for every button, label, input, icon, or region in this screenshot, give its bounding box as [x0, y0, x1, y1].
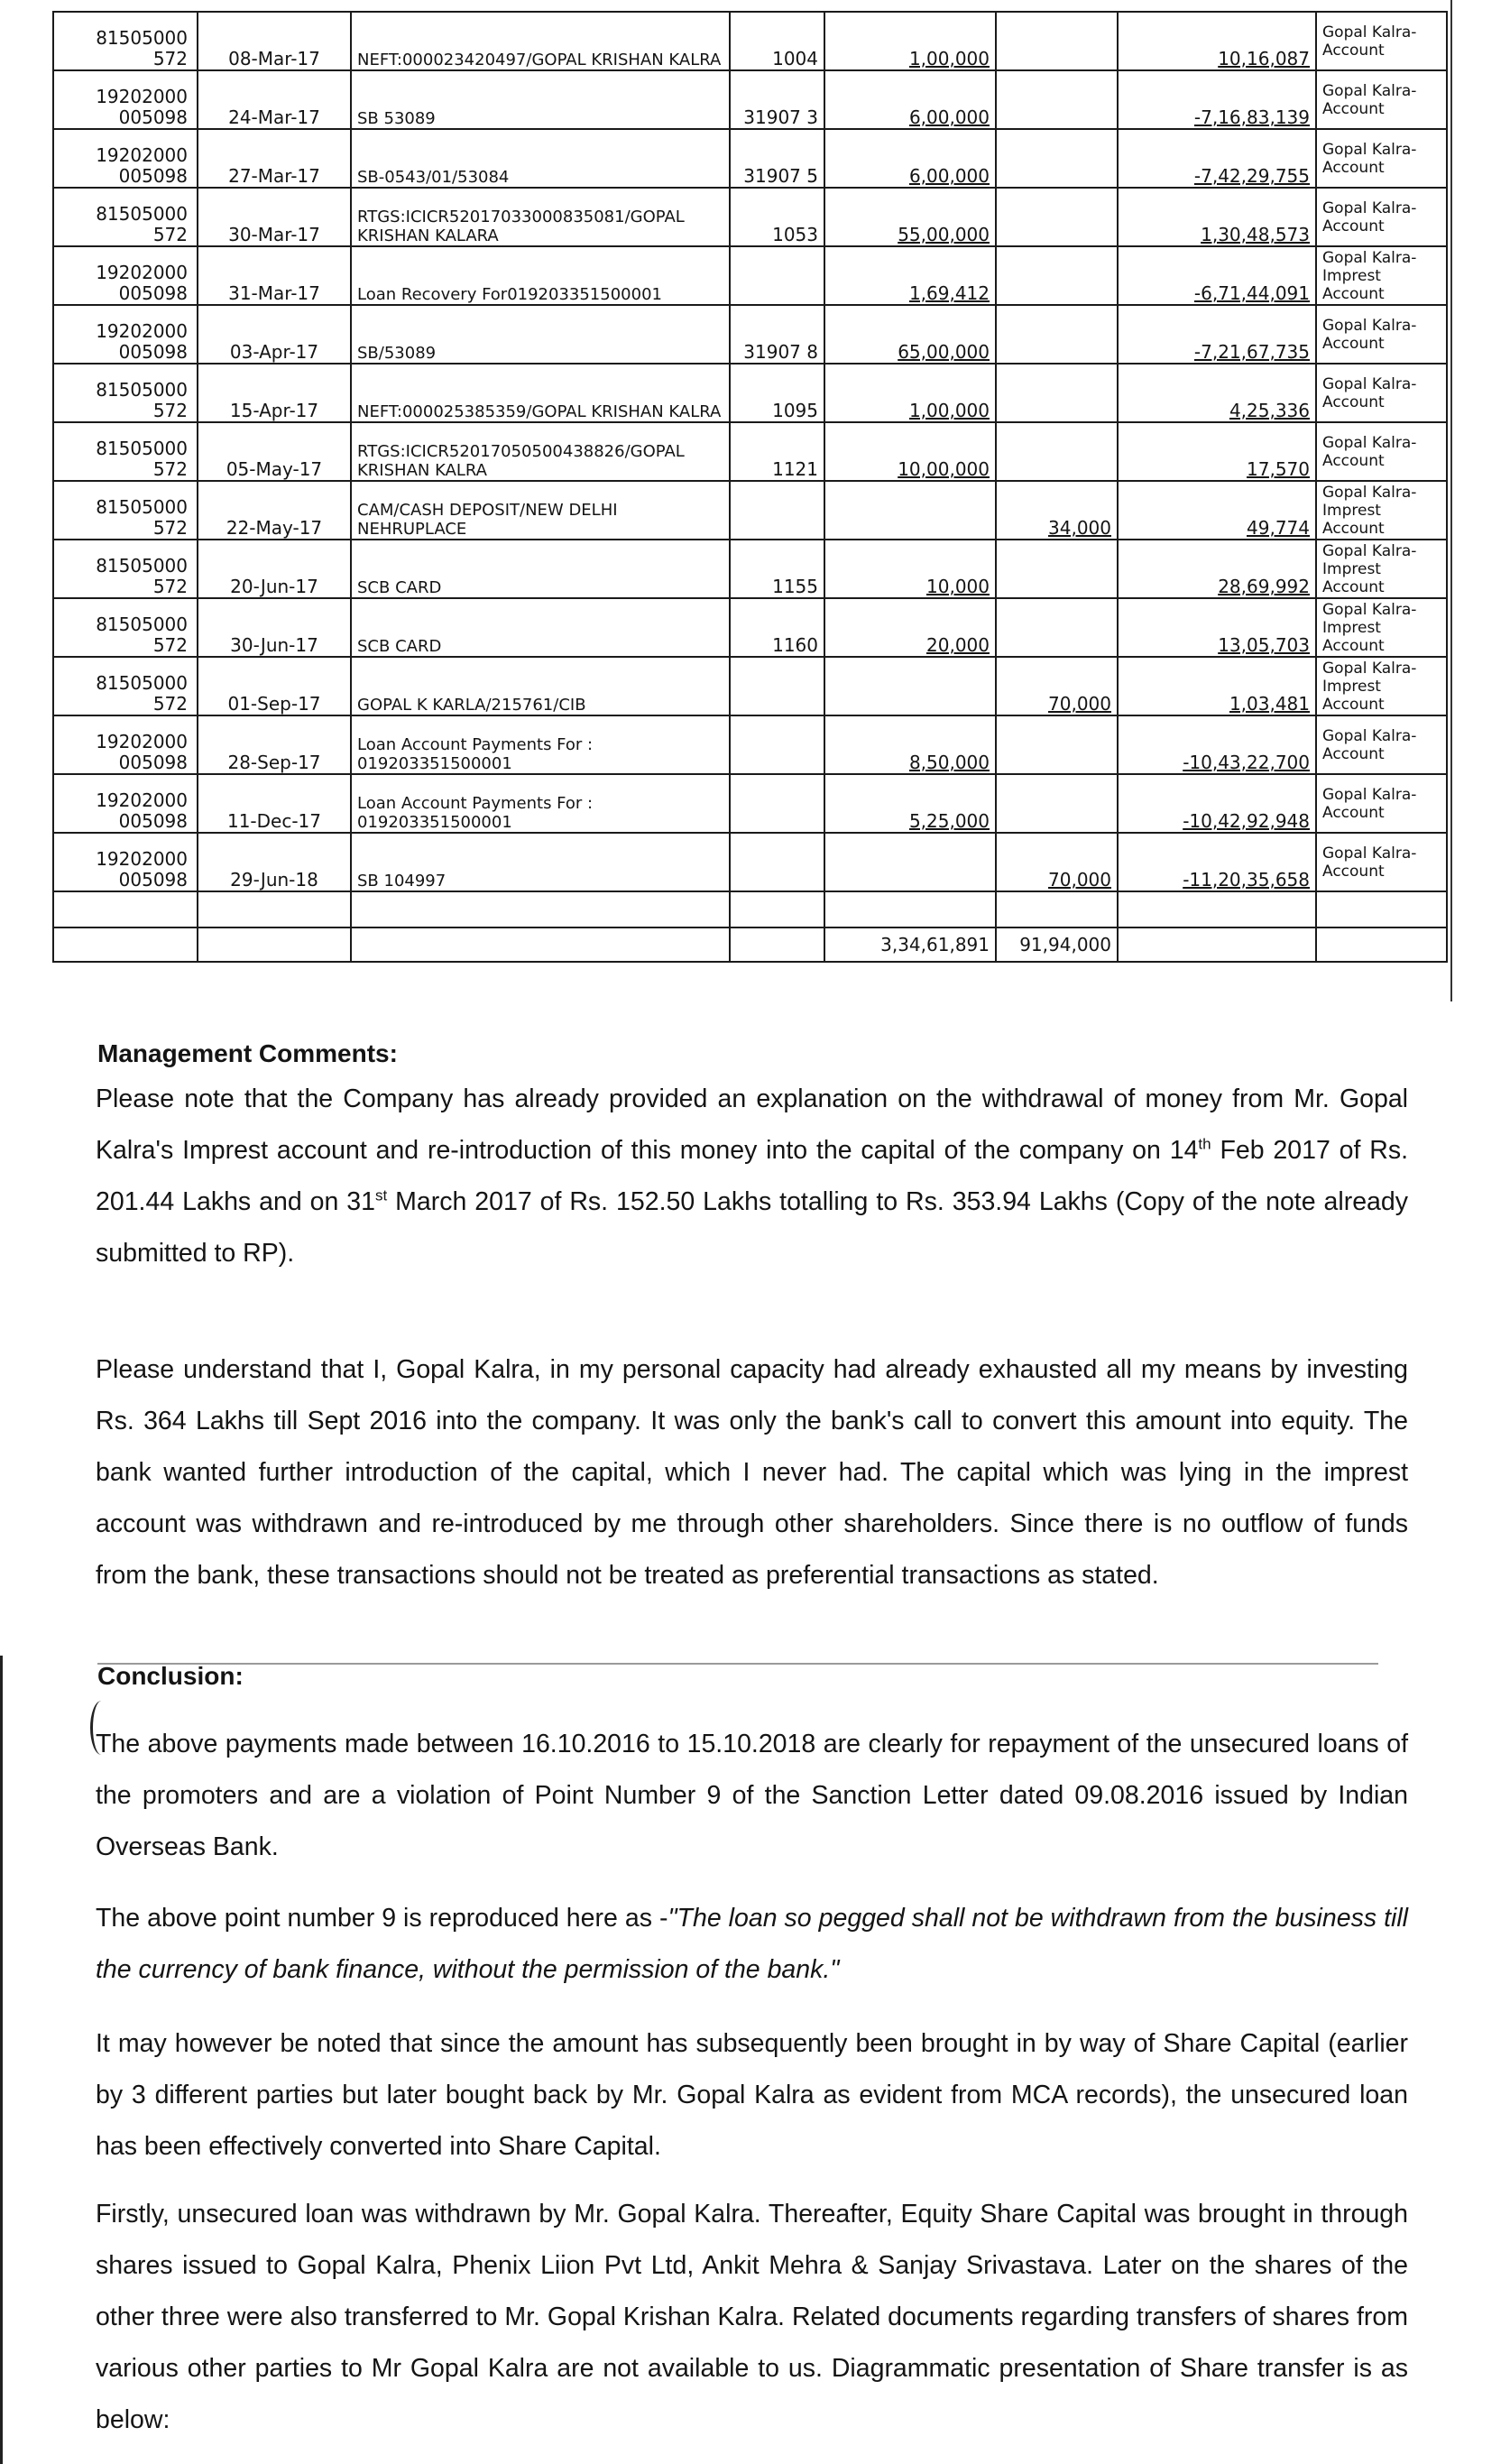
empty-cell [730, 927, 824, 962]
account-number-cell [53, 12, 198, 70]
chq-cell [730, 481, 824, 540]
account-number-cell [53, 598, 198, 657]
empty-cell [53, 891, 198, 927]
empty-cell [730, 891, 824, 927]
account-number-cell [53, 715, 198, 774]
totals-row [53, 927, 1447, 962]
account-number-cell [53, 246, 198, 305]
credit-cell [996, 305, 1118, 364]
date-cell: 11-Dec-17 [198, 774, 351, 833]
account-number-prefix: 81505000 [96, 379, 188, 401]
table-row [53, 774, 1447, 833]
desc-cell: SCB CARD [351, 598, 730, 657]
table-row [53, 305, 1447, 364]
desc-cell: CAM/CASH DEPOSIT/NEW DELHI NEHRUPLACE [351, 481, 730, 540]
debit-cell: 6,00,000 [824, 129, 996, 188]
date-cell: 03-Apr-17 [198, 305, 351, 364]
remark-cell: Gopal Kalra-Account [1316, 364, 1447, 422]
scan-edge-line [0, 1656, 3, 2464]
chq-cell [730, 833, 824, 891]
balance-cell: 49,774 [1118, 481, 1316, 540]
remark-cell: Gopal Kalra-Account [1316, 188, 1447, 246]
credit-cell [996, 364, 1118, 422]
transactions-table [52, 11, 1448, 963]
account-number-suffix: 572 [152, 400, 188, 421]
balance-cell: 13,05,703 [1118, 598, 1316, 657]
empty-cell [824, 891, 996, 927]
account-number-cell [53, 657, 198, 715]
desc-cell: RTGS:ICICR52017033000835081/GOPAL KRISHAN KALARA [351, 188, 730, 246]
chq-cell: 1053 [730, 188, 824, 246]
chq-cell: 1160 [730, 598, 824, 657]
chq-cell [730, 657, 824, 715]
balance-cell: 1,30,48,573 [1118, 188, 1316, 246]
date-cell: 29-Jun-18 [198, 833, 351, 891]
date-cell: 08-Mar-17 [198, 12, 351, 70]
account-number-prefix: 81505000 [96, 555, 188, 577]
date-cell: 31-Mar-17 [198, 246, 351, 305]
balance-cell: 17,570 [1118, 422, 1316, 481]
debit-cell: 10,000 [824, 540, 996, 598]
account-number-prefix: 81505000 [96, 672, 188, 694]
desc-cell: SCB CARD [351, 540, 730, 598]
balance-cell: -7,42,29,755 [1118, 129, 1316, 188]
desc-cell: Loan Account Payments For : 019203351500001 [351, 774, 730, 833]
debit-cell [824, 657, 996, 715]
account-number-cell [53, 481, 198, 540]
account-number-suffix: 005098 [118, 752, 188, 773]
account-number-prefix: 19202000 [96, 848, 188, 870]
table-row [53, 481, 1447, 540]
account-number-cell [53, 364, 198, 422]
table-row [53, 188, 1447, 246]
remark-cell: Gopal Kalra-Imprest Account [1316, 598, 1447, 657]
table-row [53, 715, 1447, 774]
date-cell: 28-Sep-17 [198, 715, 351, 774]
empty-cell [53, 927, 198, 962]
management-para-2: Please understand that I, Gopal Kalra, in my personal capacity had already exhausted all my means by investing Rs. 364 Lakhs till Sept 2016 into the company. It was only the bank's call to convert this amount into equity. The bank wanted further introduction of the capital, which I never had. The capital which was lying in the imprest account was withdrawn and re-introduced by me through other shareholders. Since there is no outflow of funds from the bank, these transactions should not be treated as preferential transactions as stated. [96, 1355, 1408, 1590]
credit-cell [996, 540, 1118, 598]
date-cell: 30-Jun-17 [198, 598, 351, 657]
chq-cell: 31907 8 [730, 305, 824, 364]
chq-cell [730, 715, 824, 774]
account-number-prefix: 81505000 [96, 203, 188, 225]
account-number-cell [53, 188, 198, 246]
date-cell: 27-Mar-17 [198, 129, 351, 188]
account-number-prefix: 19202000 [96, 86, 188, 107]
credit-cell: 70,000 [996, 833, 1118, 891]
balance-cell: -10,43,22,700 [1118, 715, 1316, 774]
chq-cell [730, 246, 824, 305]
account-number-cell [53, 540, 198, 598]
credit-cell [996, 188, 1118, 246]
balance-cell: -7,21,67,735 [1118, 305, 1316, 364]
credit-cell [996, 598, 1118, 657]
balance-cell: -10,42,92,948 [1118, 774, 1316, 833]
debit-cell: 10,00,000 [824, 422, 996, 481]
empty-cell [996, 891, 1118, 927]
remark-cell: Gopal Kalra-Account [1316, 715, 1447, 774]
desc-cell: Loan Recovery For019203351500001 [351, 246, 730, 305]
conclusion-para-3: It may however be noted that since the amount has subsequently been brought in by way of Share Capital (earlier by 3 different parties but later bought back by Mr. Gopal Kalra as evident from MCA records), the unsecured loan has been effectively converted into Share Capital. [96, 2029, 1408, 2161]
desc-cell: SB 104997 [351, 833, 730, 891]
account-number-cell [53, 774, 198, 833]
debit-cell: 65,00,000 [824, 305, 996, 364]
management-comments-title: Management Comments: [97, 1039, 398, 1067]
credit-cell [996, 422, 1118, 481]
account-number-suffix: 005098 [118, 282, 188, 304]
credit-cell [996, 246, 1118, 305]
management-para-1-b: Feb 2017 of Rs. 201.44 Lakhs and on 31 [96, 1136, 1408, 1216]
table-row [53, 540, 1447, 598]
conclusion-para-4: Firstly, unsecured loan was withdrawn by Mr. Gopal Kalra. Thereafter, Equity Share Capital was brought in through shares issued to Gopal Kalra, Phenix Liion Pvt Ltd, Ankit Mehra & Sanjay Srivastava. Later on the shares of the other three were also transferred to Mr. Gopal Krishan Kalra. Related documents regarding transfers of shares from various other parties to Mr Gopal Kalra are not available to us. Diagrammatic presentation of Share transfer is as below: [96, 2200, 1408, 2434]
debit-cell: 1,00,000 [824, 364, 996, 422]
conclusion-para-2 [96, 1893, 1408, 1996]
table-row [53, 657, 1447, 715]
ordinal-th: th [1198, 1135, 1211, 1153]
balance-cell: 4,25,336 [1118, 364, 1316, 422]
debit-cell: 20,000 [824, 598, 996, 657]
chq-cell: 31907 3 [730, 70, 824, 129]
credit-cell [996, 129, 1118, 188]
debit-cell: 8,50,000 [824, 715, 996, 774]
chq-cell: 1121 [730, 422, 824, 481]
debit-cell: 1,00,000 [824, 12, 996, 70]
empty-cell [1118, 927, 1316, 962]
table-row [53, 598, 1447, 657]
empty-cell [1316, 891, 1447, 927]
account-number-suffix: 572 [152, 576, 188, 597]
desc-cell: GOPAL K KARLA/215761/CIB [351, 657, 730, 715]
credit-cell: 34,000 [996, 481, 1118, 540]
chq-cell: 1155 [730, 540, 824, 598]
debit-cell [824, 833, 996, 891]
desc-cell: Loan Account Payments For : 019203351500001 [351, 715, 730, 774]
account-number-cell [53, 833, 198, 891]
account-number-cell [53, 422, 198, 481]
conclusion-para-2-lead: The above point number 9 is reproduced here as - [96, 1904, 668, 1933]
total-credit: 91,94,000 [996, 927, 1118, 962]
management-para-1-c: March 2017 of Rs. 152.50 Lakhs totalling to Rs. 353.94 Lakhs (Copy of the note already submitted to RP). [96, 1187, 1408, 1268]
account-number-suffix: 005098 [118, 869, 188, 891]
table-row [53, 70, 1447, 129]
account-number-prefix: 19202000 [96, 731, 188, 752]
table-row [53, 422, 1447, 481]
account-number-suffix: 005098 [118, 165, 188, 187]
margin-line [1450, 0, 1452, 1001]
empty-cell [198, 927, 351, 962]
remark-cell: Gopal Kalra-Account [1316, 774, 1447, 833]
account-number-prefix: 19202000 [96, 789, 188, 811]
empty-cell [1316, 927, 1447, 962]
management-para-1-a: Please note that the Company has already provided an explanation on the withdrawal of money from Mr. Gopal Kalra's Imprest account and re-introduction of this money into the capital of the company on 14 [96, 1084, 1408, 1165]
account-number-cell [53, 129, 198, 188]
account-number-suffix: 005098 [118, 106, 188, 128]
account-number-suffix: 572 [152, 693, 188, 715]
account-number-suffix: 572 [152, 634, 188, 656]
empty-cell [351, 927, 730, 962]
account-number-prefix: 19202000 [96, 144, 188, 166]
conclusion-para-1: The above payments made between 16.10.2016 to 15.10.2018 are clearly for repayment of the unsecured loans of the promoters and are a violation of Point Number 9 of the Sanction Letter dated 09.08.2016 issued by Indian Overseas Bank. [96, 1730, 1408, 1861]
empty-cell [351, 891, 730, 927]
account-number-suffix: 572 [152, 517, 188, 539]
debit-cell: 55,00,000 [824, 188, 996, 246]
remark-cell: Gopal Kalra-Imprest Account [1316, 540, 1447, 598]
debit-cell: 6,00,000 [824, 70, 996, 129]
blank-row [53, 891, 1447, 927]
remark-cell: Gopal Kalra-Account [1316, 422, 1447, 481]
account-number-cell [53, 70, 198, 129]
chq-cell: 31907 5 [730, 129, 824, 188]
management-para-1 [96, 1074, 1408, 1279]
account-number-suffix: 572 [152, 224, 188, 245]
ordinal-st: st [374, 1186, 388, 1204]
remark-cell: Gopal Kalra-Account [1316, 305, 1447, 364]
balance-cell: 1,03,481 [1118, 657, 1316, 715]
table-row [53, 12, 1447, 70]
remark-cell: Gopal Kalra-Account [1316, 833, 1447, 891]
account-number-suffix: 005098 [118, 341, 188, 363]
balance-cell: -6,71,44,091 [1118, 246, 1316, 305]
remark-cell: Gopal Kalra-Imprest Account [1316, 657, 1447, 715]
remark-cell: Gopal Kalra-Account [1316, 129, 1447, 188]
account-number-suffix: 572 [152, 48, 188, 69]
date-cell: 20-Jun-17 [198, 540, 351, 598]
desc-cell: SB-0543/01/53084 [351, 129, 730, 188]
table-row [53, 364, 1447, 422]
remark-cell: Gopal Kalra-Account [1316, 70, 1447, 129]
date-cell: 30-Mar-17 [198, 188, 351, 246]
conclusion-title: Conclusion: [97, 1662, 244, 1690]
account-number-prefix: 81505000 [96, 614, 188, 635]
desc-cell: NEFT:000025385359/GOPAL KRISHAN KALRA [351, 364, 730, 422]
empty-cell [1118, 891, 1316, 927]
date-cell: 01-Sep-17 [198, 657, 351, 715]
date-cell: 05-May-17 [198, 422, 351, 481]
account-number-suffix: 572 [152, 458, 188, 480]
account-number-prefix: 19202000 [96, 262, 188, 283]
credit-cell [996, 70, 1118, 129]
account-number-prefix: 81505000 [96, 496, 188, 518]
desc-cell: SB 53089 [351, 70, 730, 129]
balance-cell: 10,16,087 [1118, 12, 1316, 70]
account-number-cell [53, 305, 198, 364]
table-row [53, 129, 1447, 188]
desc-cell: NEFT:000023420497/GOPAL KRISHAN KALRA [351, 12, 730, 70]
balance-cell: 28,69,992 [1118, 540, 1316, 598]
table-row [53, 246, 1447, 305]
remark-cell: Gopal Kalra-Imprest Account [1316, 481, 1447, 540]
debit-cell: 1,69,412 [824, 246, 996, 305]
account-number-prefix: 81505000 [96, 438, 188, 459]
debit-cell [824, 481, 996, 540]
desc-cell: SB/53089 [351, 305, 730, 364]
empty-cell [198, 891, 351, 927]
chq-cell: 1095 [730, 364, 824, 422]
remark-cell: Gopal Kalra-Account [1316, 12, 1447, 70]
total-debit: 3,34,61,891 [824, 927, 996, 962]
credit-cell [996, 12, 1118, 70]
balance-cell: -7,16,83,139 [1118, 70, 1316, 129]
balance-cell: -11,20,35,658 [1118, 833, 1316, 891]
date-cell: 15-Apr-17 [198, 364, 351, 422]
date-cell: 24-Mar-17 [198, 70, 351, 129]
chq-cell: 1004 [730, 12, 824, 70]
chq-cell [730, 774, 824, 833]
account-number-suffix: 005098 [118, 810, 188, 832]
sanction-quote: "The loan so pegged shall not be withdrawn from the business till the currency of bank finance, without the permission of the bank." [96, 1904, 1408, 1984]
account-number-prefix: 81505000 [96, 27, 188, 49]
credit-cell: 70,000 [996, 657, 1118, 715]
table-row [53, 833, 1447, 891]
debit-cell: 5,25,000 [824, 774, 996, 833]
credit-cell [996, 774, 1118, 833]
date-cell: 22-May-17 [198, 481, 351, 540]
account-number-prefix: 19202000 [96, 320, 188, 342]
section-divider [97, 1663, 1378, 1665]
desc-cell: RTGS:ICICR52017050500438826/GOPAL KRISHAN KALRA [351, 422, 730, 481]
remark-cell: Gopal Kalra-Imprest Account [1316, 246, 1447, 305]
credit-cell [996, 715, 1118, 774]
